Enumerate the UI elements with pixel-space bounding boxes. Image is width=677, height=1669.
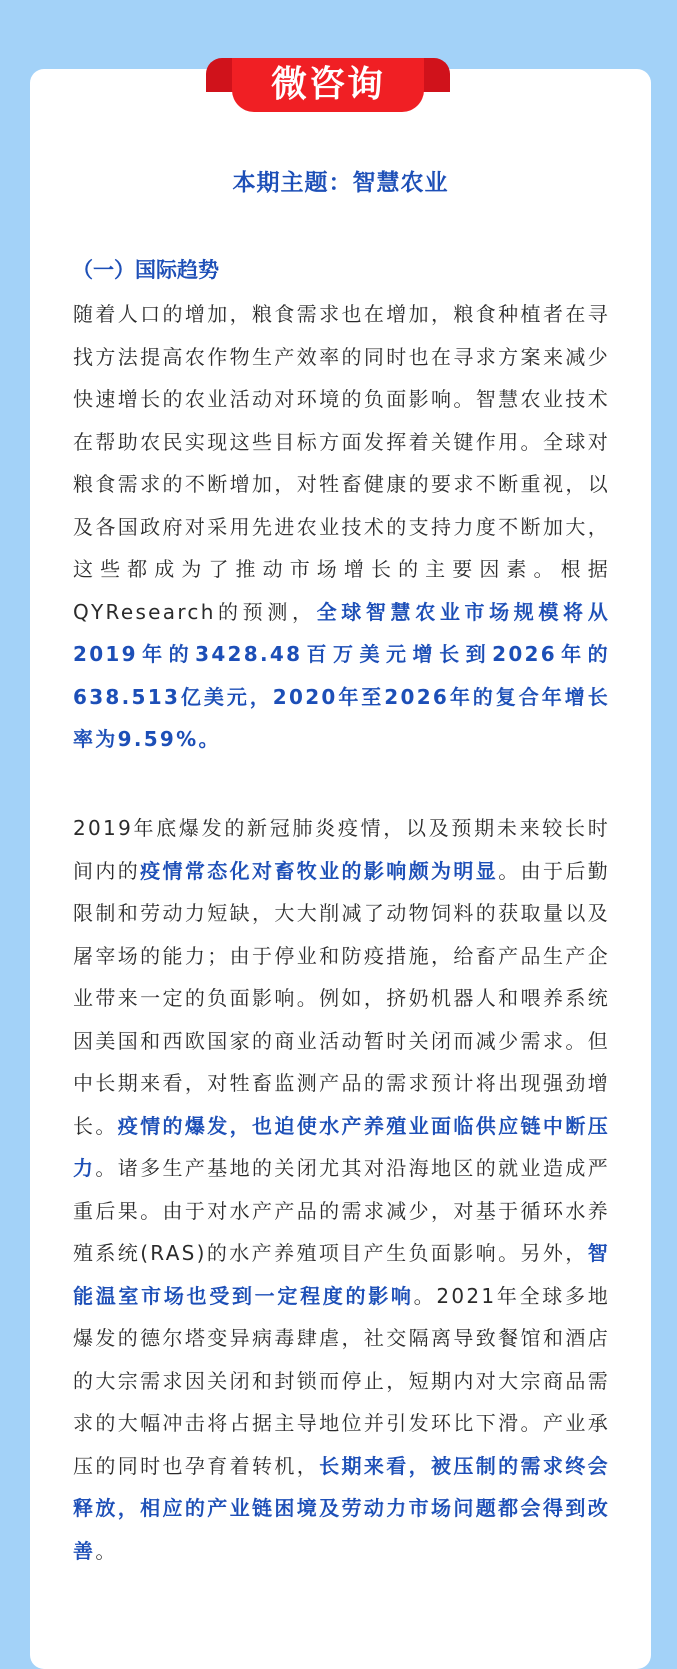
paragraph-2-text-c: 。诸多生产基地的关闭尤其对沿海地区的就业造成严重后果。由于对水产产品的需求减少，对基于循环水养殖系统(RAS)的水产养殖项目产生负面影响。另外， [73,1156,610,1265]
paragraph-2-highlight-d: 长期来看，被压制的需求终会释放，相应的产业链困境及劳动力市场问题都会得到改善 [73,1453,610,1563]
paragraph-2-highlight-b: 疫情的爆发，也迫使水产养殖业面临供应链中断压力 [73,1113,610,1180]
paragraph-2-highlight-a: 疫情常态化对畜牧业的影响颇为明显 [140,858,499,883]
banner-title: 微咨询 [232,58,424,112]
section-heading: （一）国际趋势 [72,258,219,282]
paragraph-1-highlight: 全球智慧农业市场规模将从2019年的3428.48百万美元增长到2026年的638.513亿美元，2020年至2026年的复合年增长率为9.59%。 [73,599,610,751]
paragraph-1-text: 随着人口的增加，粮食需求也在增加，粮食种植者在寻找方法提高农作物生产效率的同时也在寻求方案来减少快速增长的农业活动对环境的负面影响。智慧农业技术在帮助农民实现这些目标方面发挥着关键作用。全球对粮食需求的不断增加，对牲畜健康的要求不断重视，以及各国政府对采用先进农业技术的支持力度不断加大，这些都成为了推动市场增长的主要因素。根据QYResearch的预测， [73,302,610,624]
paragraph-2-text-d: 。2021年全球多地爆发的德尔塔变异病毒肆虐，社交隔离导致餐馆和酒店的大宗需求因关闭和封锁而停止，短期内对大宗商品需求的大幅冲击将占据主导地位并引发环比下滑。产业承压的同时也孕育着转机， [73,1283,610,1478]
paragraph-2-highlight-c: 智能温室市场也受到一定程度的影响 [73,1241,610,1308]
paragraph-2-text-b: 。由于后勤限制和劳动力短缺，大大削减了动物饲料的获取量以及屠宰场的能力；由于停业和防疫措施，给畜产品生产企业带来一定的负面影响。例如，挤奶机器人和喂养系统因美国和西欧国家的商业活动暂时关闭而减少需求。但中长期来看，对牲畜监测产品的需求预计将出现强劲增长。 [73,858,610,1138]
paragraph-2-text-a: 2019年底爆发的新冠肺炎疫情，以及预期未来较长时间内的 [73,816,610,883]
paragraph-1 [73,293,610,761]
paragraph-2 [73,807,610,1572]
paragraph-2-text-e: 。 [95,1538,118,1563]
topic-title: 本期主题：智慧农业 [232,170,449,196]
